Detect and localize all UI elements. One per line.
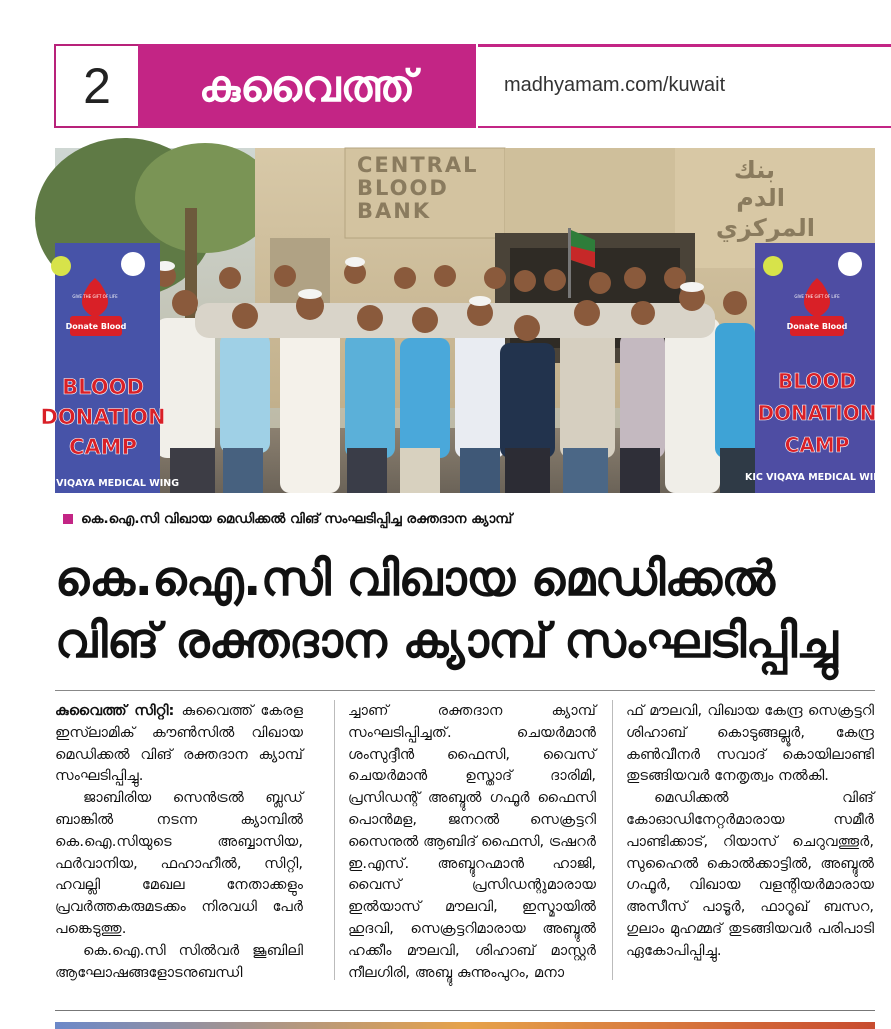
masthead-bottom-rule bbox=[478, 126, 891, 128]
banner-left-line-1: BLOOD bbox=[62, 375, 144, 399]
article-paragraph: ഫ് മൗലവി, വിഖായ കേന്ദ്ര സെക്രട്ടറി ശിഹാബ് കൊടുങ്ങല്ലൂർ, കേന്ദ്ര കൺവീനർ സവാദ് കൊയിലാണ്ടി തുടങ്ങിയവർ നേതൃത്വം നൽകി. bbox=[626, 702, 874, 785]
banner-right-line-1: BLOOD bbox=[778, 369, 856, 393]
banner-left-line-3: CAMP bbox=[69, 435, 137, 459]
arabic-sign-1: بنك bbox=[733, 156, 775, 184]
article-paragraph: ച്ചാണ് രക്തദാന ക്യാമ്പ് സംഘടിപ്പിച്ചത്. ചെയർമാൻ ശംസുദ്ദീൻ ഫൈസി, വൈസ് ചെയർമാൻ ഉസ്താദ് ദാരിമി, പ്രസിഡന്റ് അബ്ദുൽ ഗഫൂർ ഫൈസി പൊൻമള, ജനറൽ സെക്രട്ടറി സൈനുൽ ആബിദ് ഫൈസി, ട്രഷറർ ഇ.എസ്. അബ്ദുറഹ്മാൻ ഹാജി, വൈസ് പ്രസിഡന്റുമാരായ ഇൽയാസ് മൗലവി, ഇസ്മായിൽ ഹുദവി, സെക്രട്ടറിമാരായ അബ്ദുൽ ഹക്കീം മൗലവി, ശിഹാബ് മാസ്റ്റർ നീലഗിരി, അബ്ദു കുന്നുംപുറം, മനാ bbox=[348, 702, 596, 981]
headline bbox=[55, 548, 875, 672]
article-column-3 bbox=[626, 700, 874, 962]
section-title: കുവൈത്ത് bbox=[138, 44, 476, 128]
column-divider bbox=[334, 700, 335, 980]
column-divider bbox=[612, 700, 613, 980]
article-paragraph: കെ.ഐ.സി സിൽവർ ജൂബിലി ആഘോഷങ്ങളോടനുബന്ധി bbox=[55, 941, 303, 981]
arabic-sign-2: الدم bbox=[736, 184, 785, 212]
article-paragraph: മെഡിക്കൽ വിങ് കോഓഡിനേറ്റർമാരായ സമീർ പാണ്ടിക്കാട്, റിയാസ് ചെറുവത്തൂർ, സുഹൈൽ കൊൽക്കാട്ടിൽ, അബ്ദുൽ ഗഫൂർ, വിഖായ വളന്റിയർമാരായ അസീസ് പാടൂർ, ഫാറൂഖ് ബസറ, ഗുലാം മുഹമ്മദ് തുടങ്ങിയവർ പരിപാടി ഏകോപിപ്പിച്ചു. bbox=[626, 789, 874, 959]
sign-line-2: BLOOD bbox=[357, 176, 449, 200]
banner-left-footer: KIC VIQAYA MEDICAL WING bbox=[34, 478, 180, 489]
headline-rule bbox=[55, 690, 875, 691]
banner-left-line-2: DONATION bbox=[40, 405, 166, 429]
arabic-sign-3: المركزي bbox=[715, 214, 815, 242]
photo-caption: കെ.ഐ.സി വിഖായ മെഡിക്കൽ വിങ് സംഘടിപ്പിച്ച രക്തദാന ക്യാമ്പ് bbox=[55, 500, 875, 538]
news-photo bbox=[34, 148, 890, 493]
article-column-1 bbox=[55, 700, 303, 983]
banner-right-footer: KIC VIQAYA MEDICAL WING bbox=[744, 472, 890, 483]
banner-left bbox=[35, 243, 179, 493]
footer-rule bbox=[55, 1010, 875, 1011]
blood-camp-photo bbox=[34, 148, 890, 493]
banner-right bbox=[745, 243, 889, 493]
masthead-top-rule bbox=[478, 44, 891, 47]
article-column-2 bbox=[348, 700, 596, 983]
page-number: 2 bbox=[54, 44, 140, 128]
banner-right-badge-top: GIVE THE GIFT OF LIFE bbox=[794, 294, 840, 299]
banner-right-badge: Donate Blood bbox=[786, 322, 848, 331]
banner-right-line-2: DONATION bbox=[757, 401, 877, 425]
footer-strip bbox=[55, 1022, 875, 1029]
dateline: കുവൈത്ത് സിറ്റി: bbox=[55, 702, 175, 719]
sign-line-3: BANK bbox=[357, 199, 432, 223]
banner-left-badge-top: GIVE THE GIFT OF LIFE bbox=[72, 294, 118, 299]
masthead bbox=[54, 44, 891, 130]
article-paragraph bbox=[55, 700, 303, 787]
article-text: കുവൈത്ത് കേരള ഇസ്‍ലാമിക് കൗൺസിൽ വിഖായ മെഡിക്കൽ വിങ് രക്തദാന ക്യാമ്പ് സംഘടിപ്പിച്ചു. bbox=[55, 702, 304, 785]
sign-line-1: CENTRAL bbox=[357, 153, 479, 177]
site-url: madhyamam.com/kuwait bbox=[504, 74, 726, 96]
banner-right-line-3: CAMP bbox=[784, 433, 850, 457]
headline-line-1: കെ.ഐ.സി വിഖായ മെഡിക്കൽ bbox=[55, 551, 775, 607]
headline-line-2: വിങ് രക്തദാന ക്യാമ്പ് സംഘടിപ്പിച്ചു bbox=[55, 613, 838, 669]
article-paragraph: ജാബിരിയ സെൻട്രൽ ബ്ലഡ് ബാങ്കിൽ നടന്ന ക്യാമ്പിൽ കെ.ഐ.സിയുടെ അബ്ബാസിയ, ഫർവാനിയ, ഫഹാഹീൽ, സിറ്റി, ഹവല്ലി മേഖല നേതാക്കളും പ്രവർത്തകരുമടക്കം നിരവധി പേർ പങ്കെടുത്തു. bbox=[55, 789, 303, 937]
banner-left-badge: Donate Blood bbox=[65, 322, 127, 331]
